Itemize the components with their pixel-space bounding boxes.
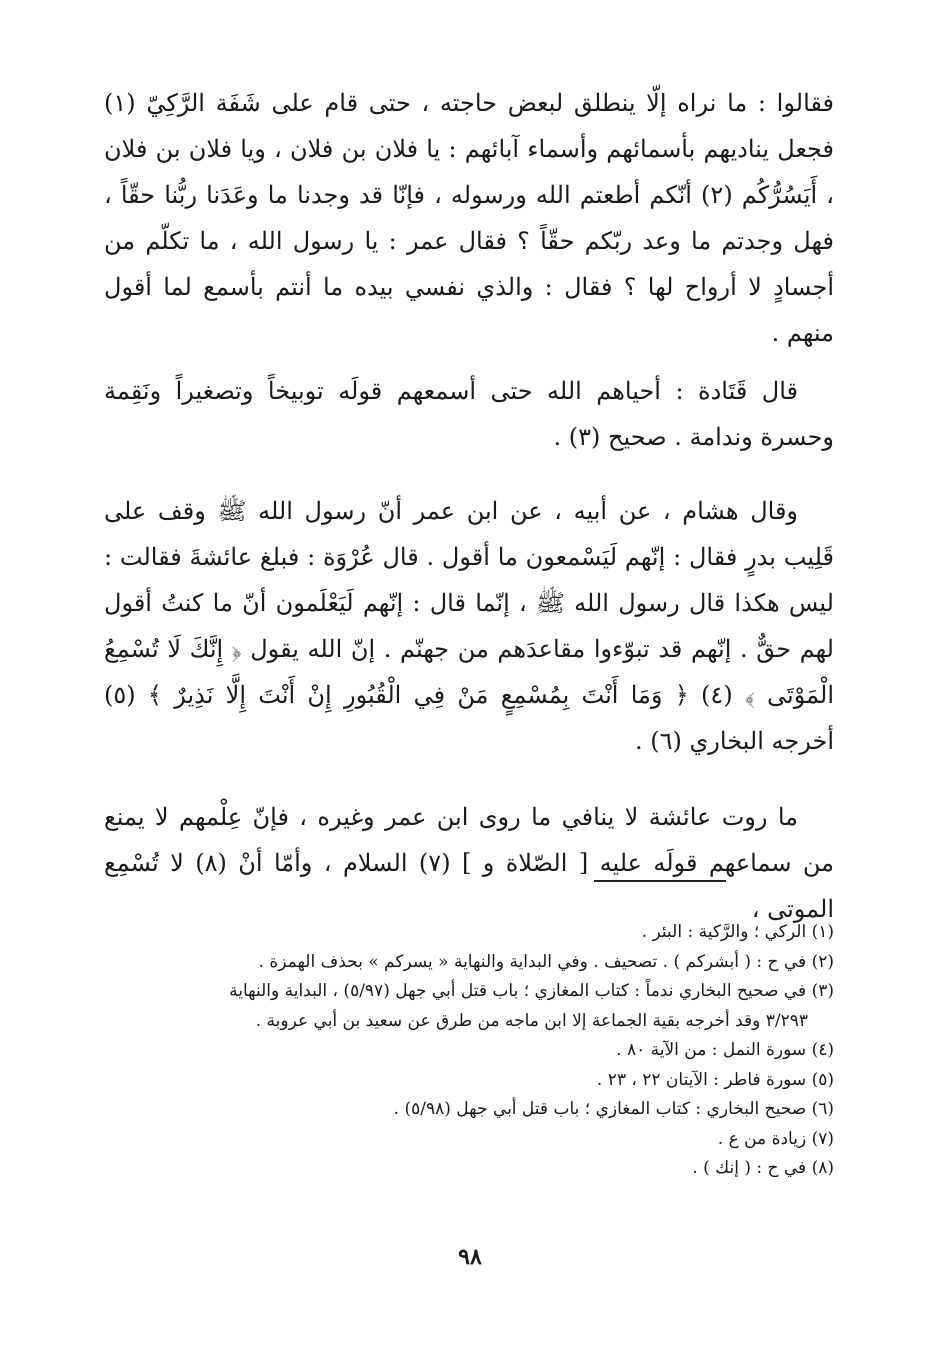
footnotes: [104, 918, 834, 1184]
footnote-3-continuation-text: ٣/٢٩٣ وقد أخرجه بقية الجماعة إلا ابن ماجه من طرق عن سعيد بن أبي عروبة .: [255, 1010, 808, 1031]
body-paragraph-2: قال قَتَادة : أحياهم الله حتى أسمعهم قولَه توبيخاً وتصغيراً ونَقِمة وحسرة وندامة . صحيح (٣) .: [104, 377, 834, 451]
footnote-3: (٣) في صحيح البخاري ندماً : كتاب المغازي ؛ باب قتل أبي جهل (٥/٩٧) ، البداية والنهاية: [229, 981, 834, 1001]
footnote-2: (٢) في ح : ( أبشركم ) . تصحيف . وفي البداية والنهاية « يسركم » بحذف الهمزة .: [258, 951, 834, 972]
main-text: [104, 80, 834, 932]
footnote-3-continuation: [104, 1007, 834, 1037]
footnote-6: (٦) صحيح البخاري : كتاب المغازي ؛ باب قتل أبي جهل (٥/٩٨) .: [393, 1099, 834, 1119]
footnote-7: (٧) زيادة من ع .: [717, 1128, 834, 1149]
body-paragraph-1: فقالوا : ما نراه إلّا ينطلق لبعض حاجته ، حتى قام على شَفَة الرَّكِيّ (١) فجعل يناديهم بأسمائهم وأسماء آبائهم : يا فلان بن فلان ، ويا فلان بن فلان ، أَيَسُرُّكُم (٢) أنّكم أطعتم الله ورسوله ، فإنّا قد وجدنا ما وعَدَنا ربُّنا حقّاً ، فهل وجدتم ما وعد ربّكم حقّاً ؟ فقال عمر : يا رسول الله ، ما تكلّم من أجسادٍ لا أرواح لها ؟ فقال : والذي نفسي بيده ما أنتم بأسمع لما أقول منهم .: [104, 89, 834, 347]
body-paragraph-4: ما روت عائشة لا ينافي ما روى ابن عمر وغيره ، فإنّ عِلْمهم لا يمنع من سماعهم قولَه عليه [ الصّلاة و ] (٧) السلام ، وأمّا أنْ (٨) لا تُسْمِع الموتى ،: [104, 803, 835, 923]
page-number: ٩٨: [458, 1244, 482, 1270]
footnote-5: (٥) سورة فاطر : الآيتان ٢٢ ، ٢٣ .: [596, 1069, 834, 1090]
footnote-divider: [594, 880, 726, 882]
body-paragraph-3: وقال هشام ، عن أبيه ، عن ابن عمر أنّ رسول الله ﷺ وقف على قَلِيب بدرٍ فقال : إنّهم لَيَسْمعون ما أقول . قال عُرْوَة : فبلغ عائشةَ فقالت : ليس هكذا قال رسول الله ﷺ ، إنّما قال : إنّهم لَيَعْلَمون أنّ ما كنتُ أقول لهم حقٌّ . إنّهم قد تبوّءوا مقاعدَهم من جهنّم . إنّ الله يقول ﴿ إِنَّكَ لَا تُسْمِعُ الْمَوْتَى ﴾ (٤) ﴿ وَمَا أَنْتَ بِمُسْمِعٍ مَنْ فِي الْقُبُورِ إِنْ أَنْتَ إِلَّا نَذِيرٌ ﴾ (٥) أخرجه البخاري (٦) .: [104, 497, 834, 755]
footnote-8: (٨) في ح : ( إنك ) .: [692, 1158, 834, 1178]
footnote-4: (٤) سورة النمل : من الآية ٨٠ .: [616, 1040, 834, 1060]
footnote-1: (١) الركي ؛ والرَّكية : البئر .: [641, 922, 834, 942]
